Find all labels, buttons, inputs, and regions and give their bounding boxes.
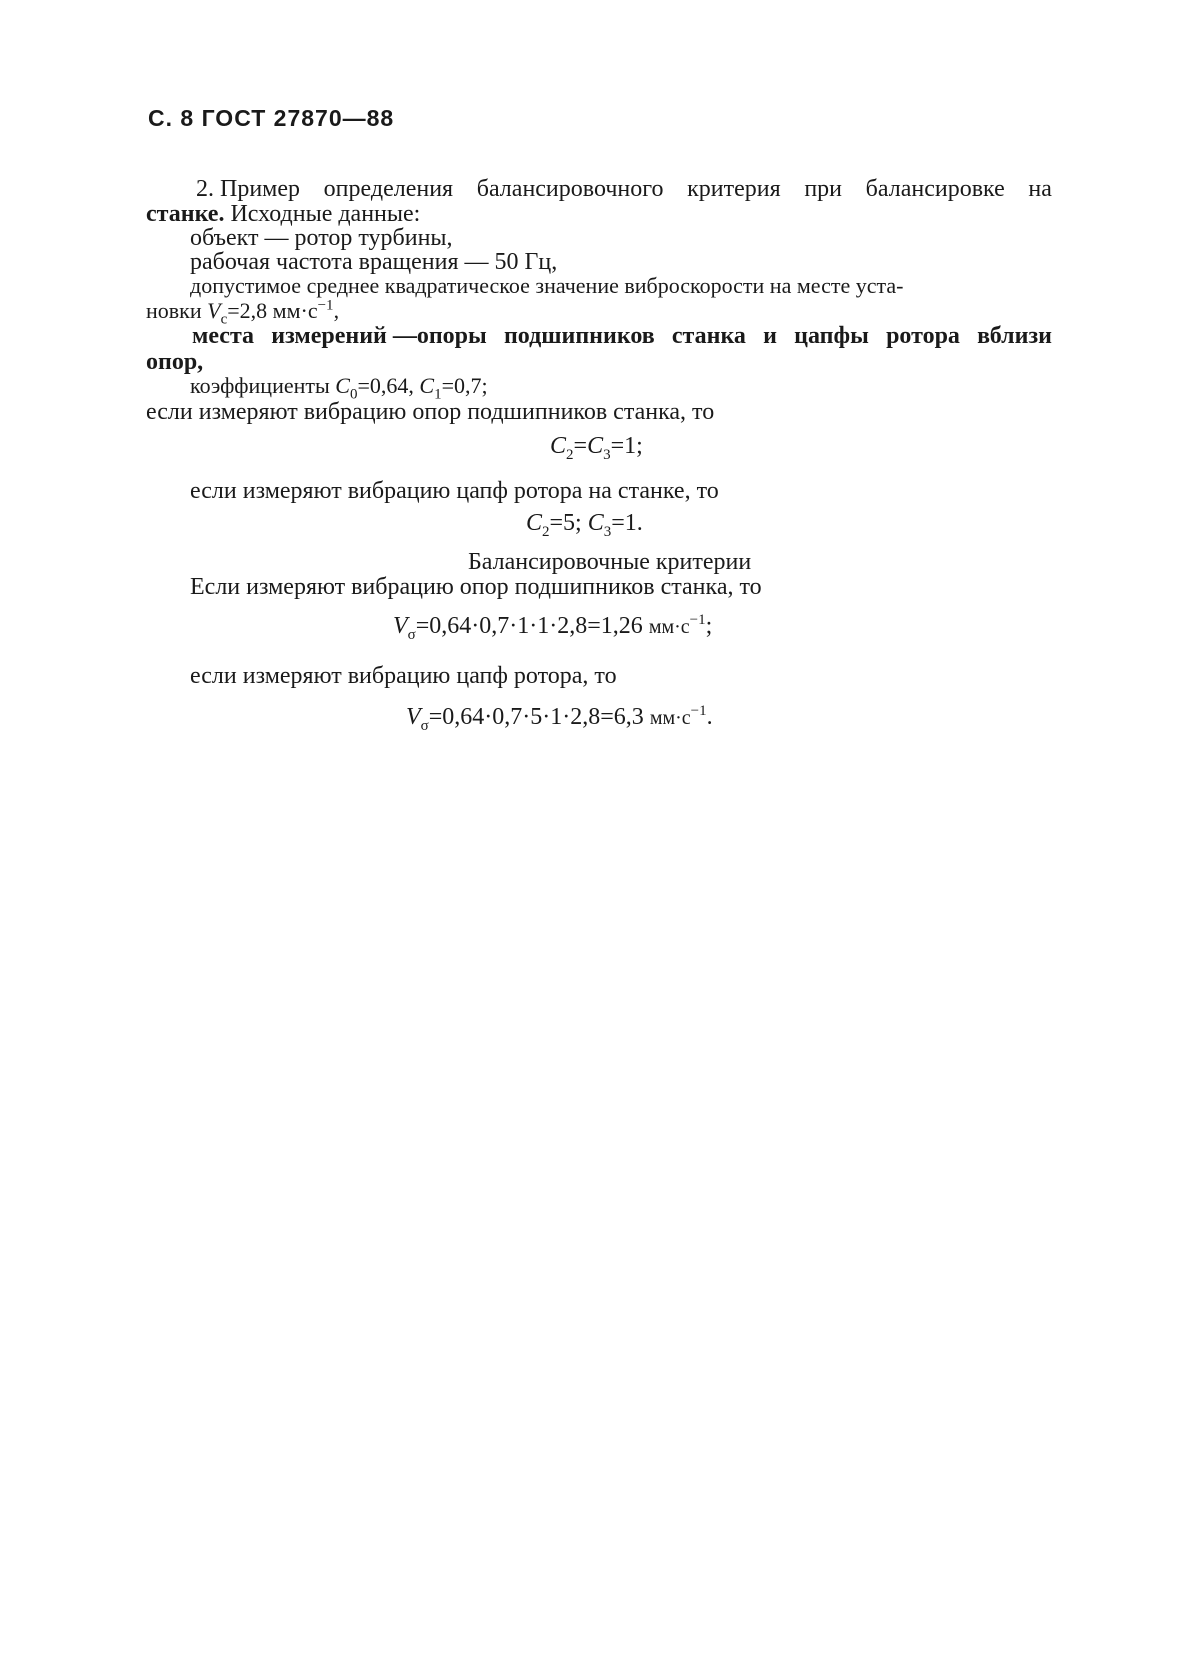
symbol-c: C [419, 373, 435, 398]
unit: мм·с [648, 616, 690, 638]
criteria-formula-1 [393, 612, 713, 643]
word: при [804, 176, 843, 202]
paragraph-line-2 [146, 202, 420, 226]
word: 2. Пример [196, 176, 301, 202]
object-line: объект — ротор турбины, [190, 225, 453, 251]
case1-formula: $C_2=C_3=1$; [550, 433, 643, 463]
word: определения [323, 176, 454, 202]
formula-tail: =1; [610, 433, 643, 459]
word: цапфы [794, 323, 869, 349]
subscript-sigma: σ [407, 626, 416, 643]
symbol-c: C [526, 510, 543, 536]
punct: ; [705, 613, 713, 639]
word: критерия [687, 176, 781, 202]
subscript-0: 0 [349, 386, 358, 403]
symbol-c: C [550, 433, 567, 459]
coef-label: коэффициенты [190, 373, 330, 398]
symbol-v: V [406, 704, 421, 730]
allowed-velocity-line: допустимое среднее квадратическое значение виброскорости на месте уста- [190, 273, 904, 298]
word: подшипников [503, 323, 655, 349]
subscript-2: 2 [542, 523, 550, 540]
symbol-c: C [587, 510, 604, 536]
exponent: −1 [689, 612, 706, 628]
word: ротора [886, 323, 960, 349]
symbol-c: C [587, 433, 604, 459]
criteria-case1-line: Если измеряют вибрацию опор подшипников станка, то [190, 574, 762, 600]
word: станка [671, 323, 746, 349]
criteria-case2-line: если измеряют вибрацию цапф ротора, то [190, 663, 617, 689]
measurement-places-continuation: опор, [146, 349, 204, 375]
word: вблизи [977, 323, 1052, 349]
formula-part: =1. [611, 510, 643, 536]
word: места [192, 323, 255, 349]
allowed-value: =2,8 мм·с [227, 298, 318, 323]
word-novki: новки [146, 298, 202, 323]
criteria-title: Балансировочные критерии [468, 549, 752, 575]
case2-line: если измеряют вибрацию цапф ротора на станке, то [190, 478, 719, 504]
coefficients-line [190, 373, 488, 403]
symbol-c: C [335, 373, 350, 398]
unit: мм·с [649, 707, 691, 729]
word: на [1028, 176, 1052, 202]
word: измерений —опоры [271, 323, 487, 349]
paragraph-line-1 [196, 177, 1052, 201]
subscript-sigma: σ [420, 717, 429, 734]
formula-value: =0,64·0,7·1·1·2,8=1,26 [415, 613, 643, 639]
allowed-velocity-continuation [146, 297, 340, 328]
punct: . [706, 704, 713, 730]
subscript-3: 3 [603, 446, 611, 463]
word: балансировке [865, 176, 1005, 202]
subscript-c: c [220, 311, 228, 328]
subscript-1: 1 [434, 386, 442, 403]
word-stanke: станке. [146, 201, 225, 227]
case2-formula [526, 510, 643, 540]
symbol-v: V [393, 613, 408, 639]
subscript-2: 2 [566, 446, 574, 463]
initial-data-label: Исходные данные: [230, 201, 421, 227]
word: балансировочного [476, 176, 664, 202]
subscript-3: 3 [603, 523, 612, 540]
punct: , [333, 298, 340, 323]
word: и [763, 323, 777, 349]
exponent: −1 [317, 297, 334, 314]
symbol-v: V [207, 298, 221, 323]
criteria-formula-2 [406, 703, 713, 734]
case1-line: если измеряют вибрацию опор подшипников станка, то [146, 399, 715, 425]
measurement-places-line [192, 324, 1052, 348]
coef-c0-value: =0,64, [357, 373, 414, 398]
page-header: С. 8 ГОСТ 27870—88 [148, 105, 395, 131]
formula-part: =5; [549, 510, 582, 536]
formula-value: =0,64·0,7·5·1·2,8=6,3 [428, 704, 644, 730]
exponent: −1 [690, 703, 707, 719]
coef-c1-value: =0,7; [441, 373, 488, 398]
frequency-line: рабочая частота вращения — 50 Гц, [190, 249, 558, 275]
